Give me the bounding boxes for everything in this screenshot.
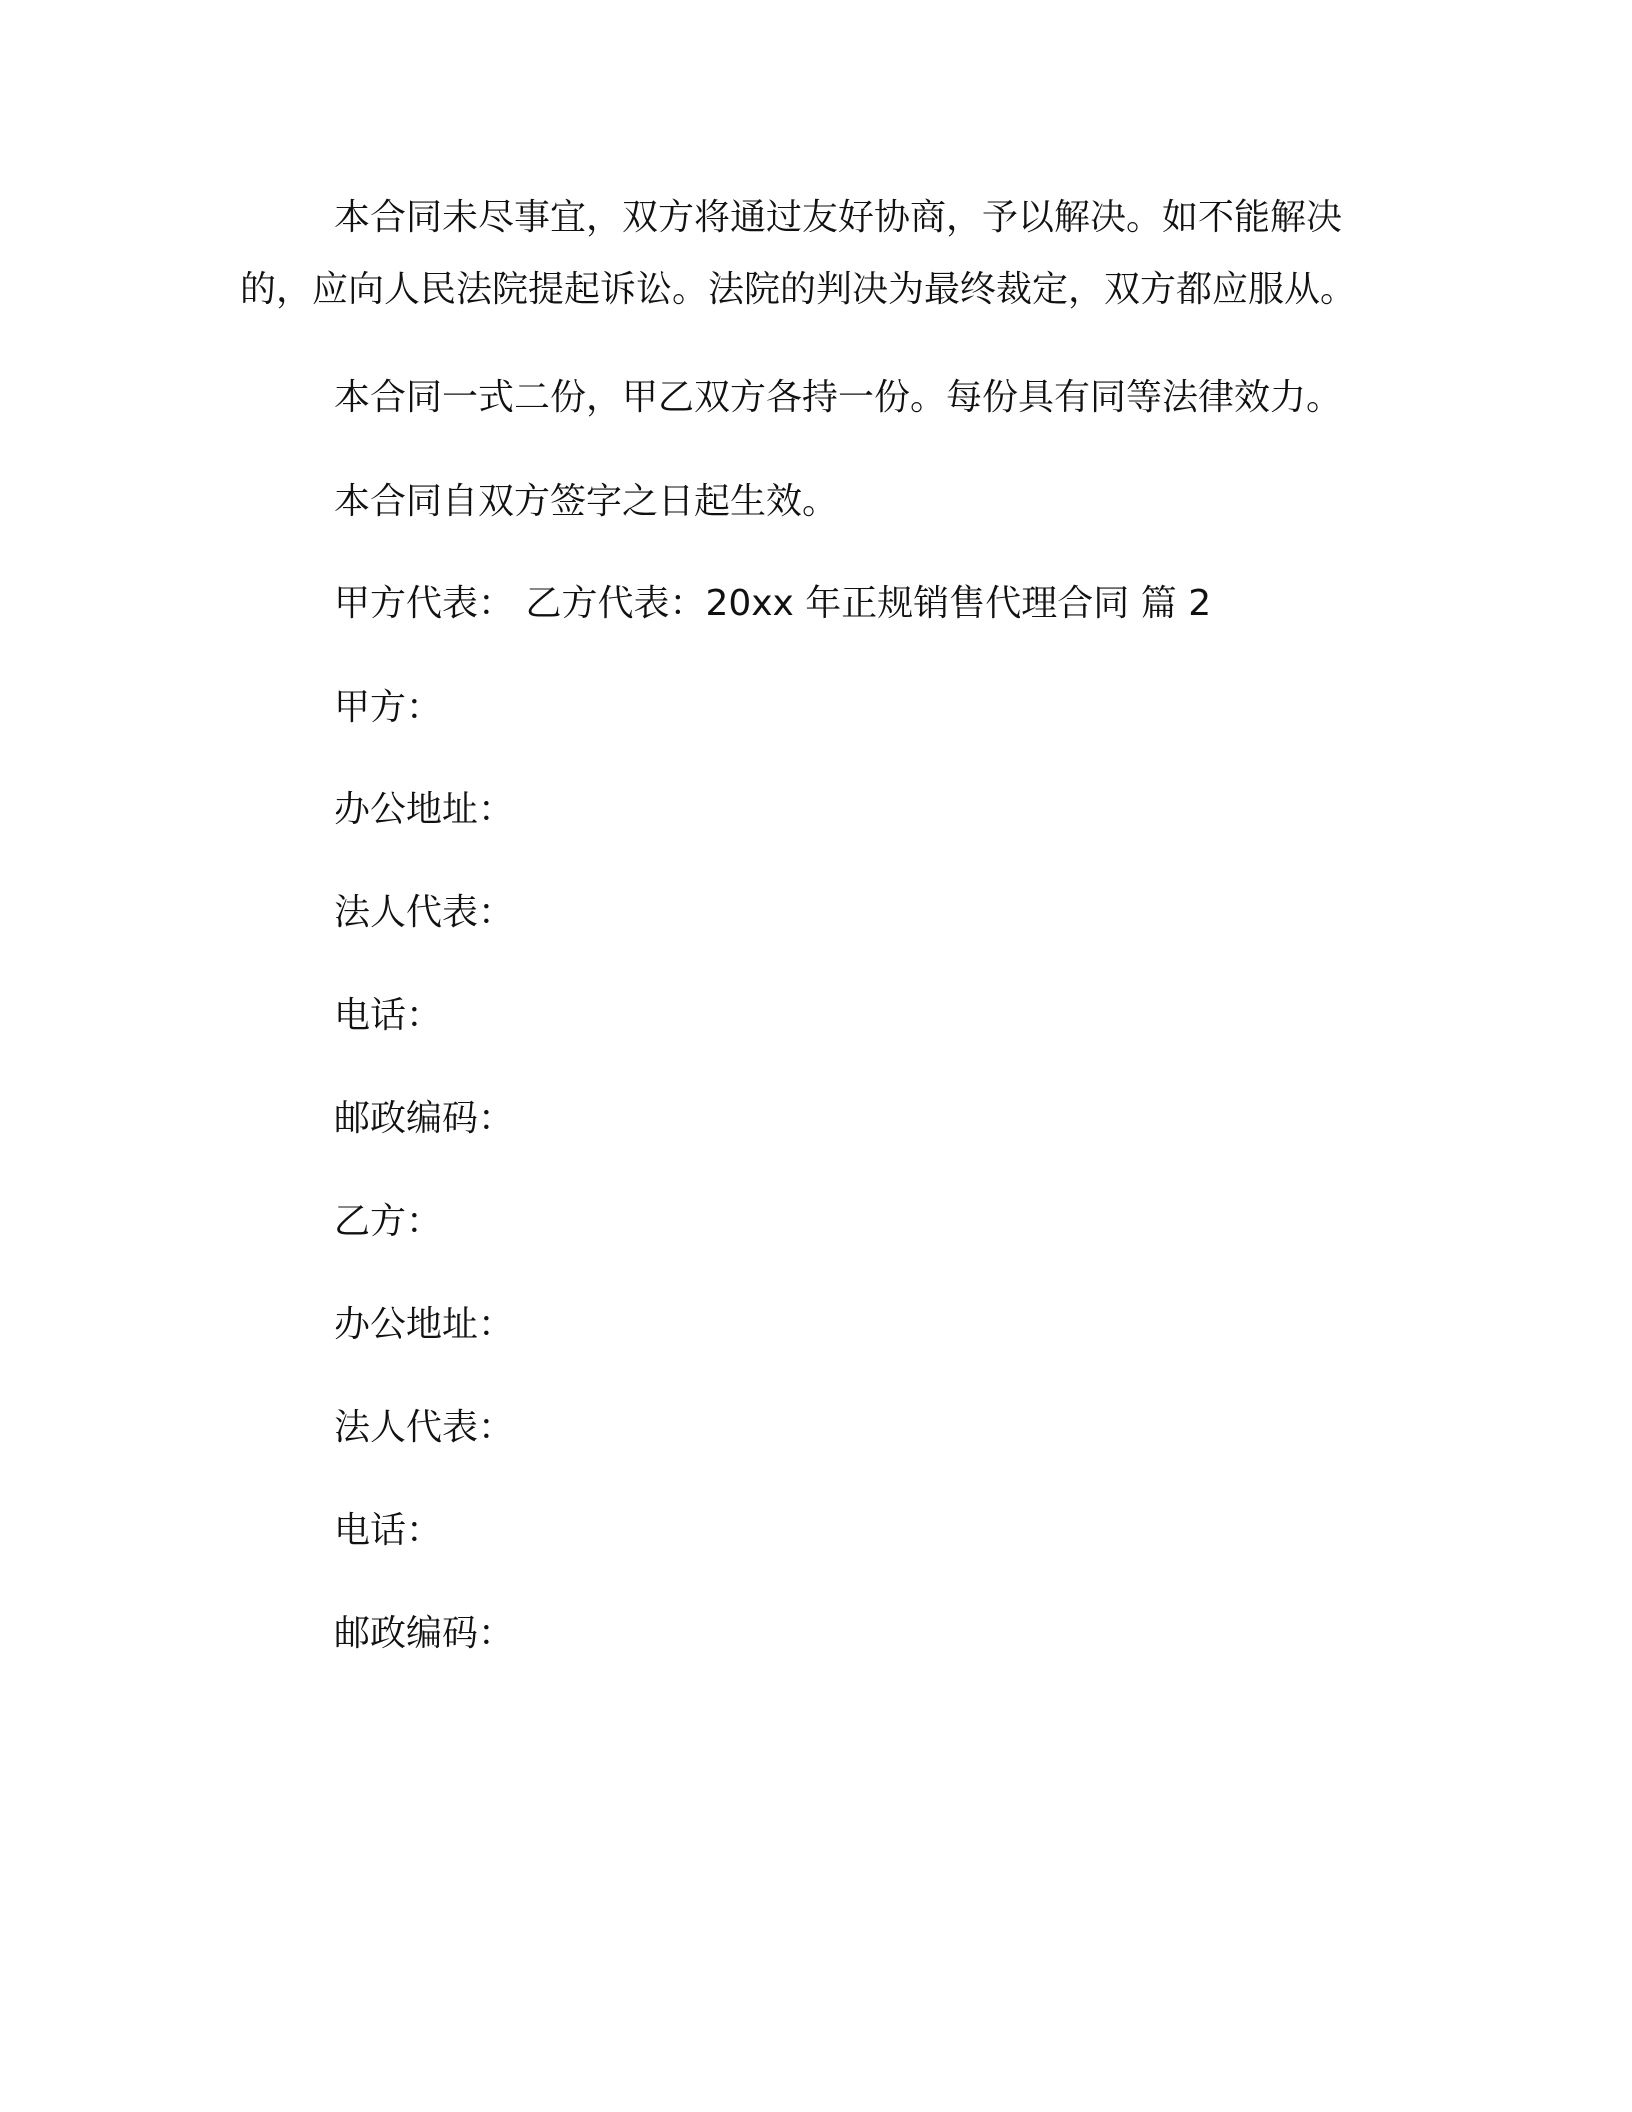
party-a-label: 甲方：	[334, 687, 443, 728]
dispute-resolution-paragraph: 本合同未尽事宜，双方将通过友好协商，予以解决。如不能解决的，应向人民法院提起诉讼。法院的判决为最终裁定，双方都应服从。	[240, 197, 1357, 310]
party-a-phone-label: 电话：	[334, 995, 443, 1036]
representatives-heading-line: 甲方代表： 乙方代表：20xx 年正规销售代理合同 篇 2	[334, 583, 1212, 624]
copies-paragraph: 本合同一式二份，甲乙双方各持一份。每份具有同等法律效力。	[334, 377, 1343, 418]
party-a-postcode-label: 邮政编码：	[334, 1098, 515, 1139]
party-b-phone-label: 电话：	[334, 1510, 443, 1551]
party-b-label: 乙方：	[334, 1201, 443, 1242]
party-a-address-label: 办公地址：	[334, 789, 515, 830]
party-b-address-label: 办公地址：	[334, 1304, 515, 1345]
party-b-postcode-label: 邮政编码：	[334, 1613, 515, 1654]
effective-date-paragraph: 本合同自双方签字之日起生效。	[334, 481, 839, 522]
party-b-legal-rep-label: 法人代表：	[334, 1407, 515, 1448]
party-a-legal-rep-label: 法人代表：	[334, 892, 515, 933]
